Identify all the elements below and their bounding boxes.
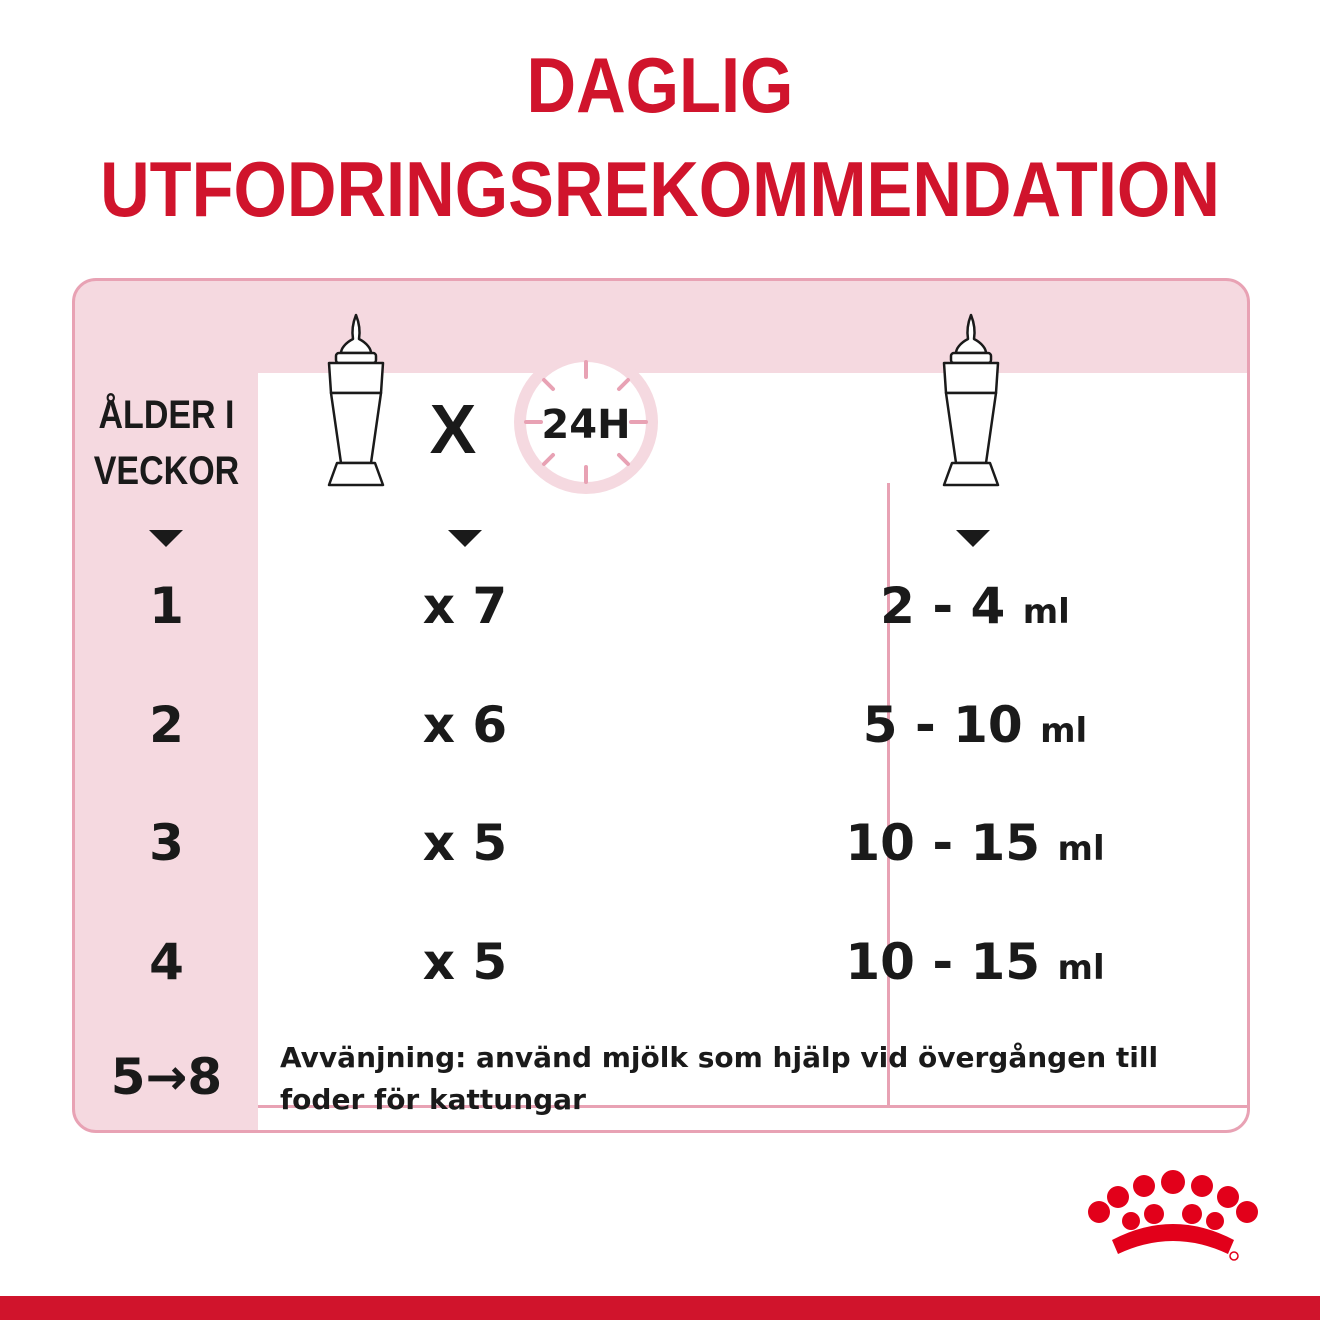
weaning-note [280,1037,1220,1121]
triangle-down-icon [956,530,990,547]
bottom-red-bar [0,1296,1320,1320]
feeding-table [72,278,1250,1133]
amount-unit: ml [1022,592,1070,632]
age-header-line2: VECKOR [93,449,240,493]
age-header-line1: ÅLDER I [98,393,235,437]
clock-label: 24H [541,402,631,448]
bottle-icon [323,313,389,491]
age-cell: 2 [149,696,184,754]
amount-unit: ml [1057,948,1105,988]
age-cell: 4 [149,933,184,991]
times-symbol: X [429,390,477,468]
amount-value: 2 - 4 [880,577,1006,635]
triangle-down-icon [149,530,183,547]
amount-cell [775,813,1175,879]
amount-cell [775,695,1175,761]
feedings-cell: x 6 [422,696,508,754]
amount-unit: ml [1040,711,1088,751]
title-line-2: UTFODRINGSREKOMMENDATION [100,145,1220,233]
weaning-note-line1: Avvänjning: använd mjölk som hjälp vid övergången till [280,1041,1159,1074]
amount-cell [775,932,1175,998]
amount-unit: ml [1057,829,1105,869]
amount-value: 5 - 10 [862,696,1023,754]
feedings-cell: x 5 [422,814,508,872]
weaning-age: 5→8 [110,1048,223,1106]
triangle-down-icon [448,530,482,547]
amount-value: 10 - 15 [845,814,1041,872]
amount-value: 10 - 15 [845,933,1041,991]
feedings-cell: x 5 [422,933,508,991]
age-cell: 3 [149,814,184,872]
title-line-1: DAGLIG [526,41,794,129]
age-cell: 1 [149,577,184,635]
bottle-icon [938,313,1004,491]
amount-cell [775,576,1175,642]
weaning-note-line2: foder för kattungar [280,1083,586,1116]
royal-canin-crown-logo [1082,1168,1264,1268]
feedings-cell: x 7 [422,577,508,635]
